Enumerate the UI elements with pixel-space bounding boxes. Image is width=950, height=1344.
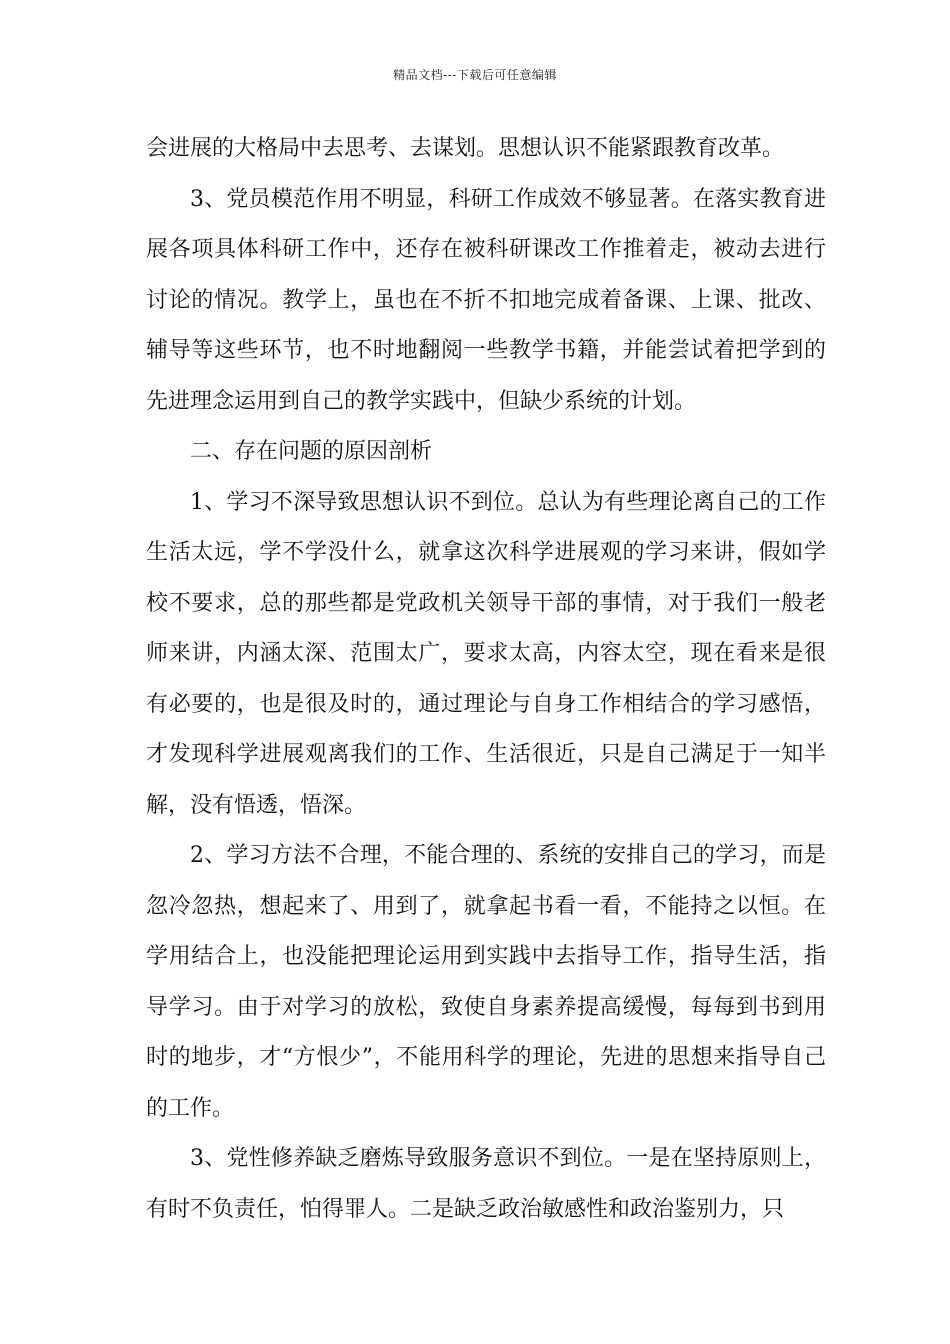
paragraph-item-2-study-method: 2、学习方法不合理，不能合理的、系统的安排自己的学习，而是忽冷忽热，想起来了、用到了，就拿起书看一看，不能持之以恒。在学用结合上，也没能把理论运用到实践中去指导工作，指导生活，指导学习。由于对学习的放松，致使自身素养提高缓慢，每每到书到用时的地步，才“方恨少”，不能用科学的理论，先进的思想来指导自己的工作。 (146, 843, 826, 1121)
paragraph-continuation: 会进展的大格局中去思考、去谋划。思想认识不能紧跟教育改革。 (146, 136, 785, 161)
document-body (146, 124, 826, 1235)
page-header: 精品文档---下载后可任意编辑 (393, 68, 557, 82)
paragraph-item-3-party-role: 3、党员模范作用不明显，科研工作成效不够显著。在落实教育进展各项具体科研工作中，还存在被科研课改工作推着走，被动去进行讨论的情况。教学上，虽也在不折不扣地完成着备课、上课、批改、辅导等这些环节，也不时地翻阅一些教学书籍，并能尝试着把学到的先进理念运用到自己的教学实践中，但缺少系统的计划。 (146, 186, 826, 414)
section-heading-cause-analysis: 二、存在问题的原因剖析 (190, 439, 433, 464)
paragraph-item-1-study-depth: 1、学习不深导致思想认识不到位。总认为有些理论离自己的工作生活太远，学不学没什么，就拿这次科学进展观的学习来讲，假如学校不要求，总的那些都是党政机关领导干部的事情，对于我们一般老师来讲，内涵太深、范围太广，要求太高，内容太空，现在看来是很有必要的，也是很及时的，通过理论与自身工作相结合的学习感悟，才发现科学进展观离我们的工作、生活很近，只是自己满足于一知半解，没有悟透，悟深。 (146, 489, 826, 818)
paragraph-item-3-party-spirit: 3、党性修养缺乏磨炼导致服务意识不到位。一是在坚持原则上，有时不负责任，怕得罪人。二是缺乏政治敏感性和政治鉴别力，只 (146, 1146, 826, 1222)
